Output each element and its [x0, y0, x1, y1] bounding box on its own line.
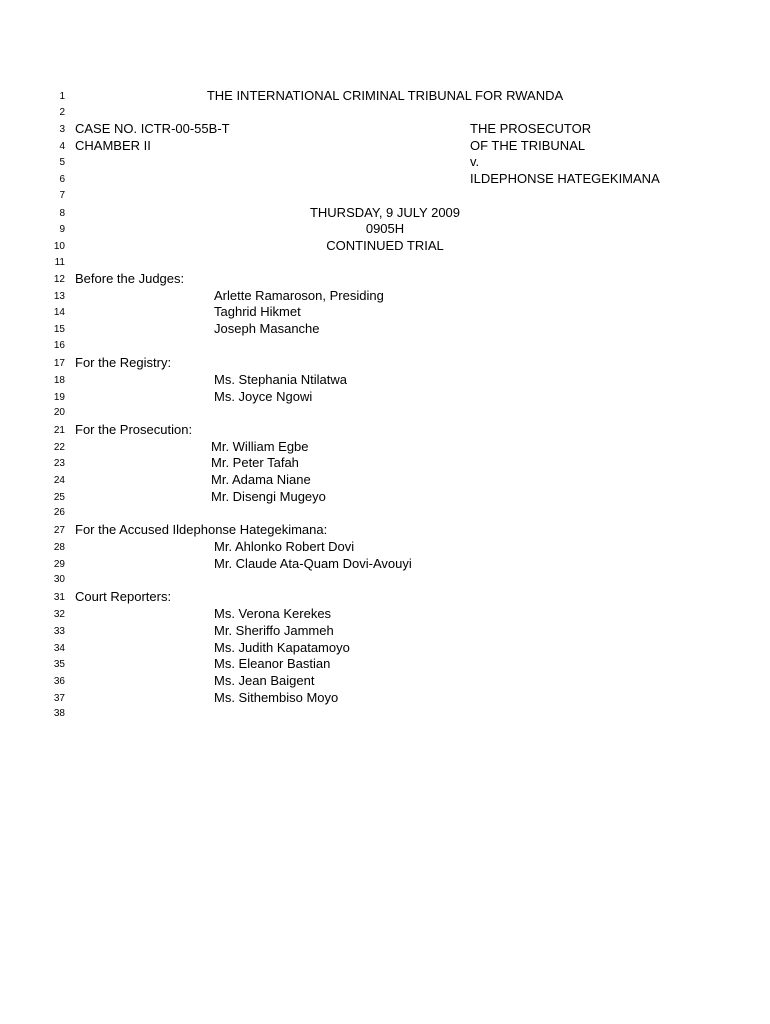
line-number: 8 [59, 208, 65, 219]
versus: v. [470, 154, 480, 169]
line-number: 16 [53, 340, 65, 351]
prosecution-name: Mr. Adama Niane [211, 472, 311, 487]
line-number: 4 [59, 141, 65, 152]
transcript-line [0, 588, 770, 605]
transcript-line [0, 253, 770, 270]
transcript-line [0, 622, 770, 639]
party-prosecutor-cont: OF THE TRIBUNAL [470, 138, 586, 153]
line-number: 10 [53, 241, 65, 252]
chamber: CHAMBER II [75, 138, 151, 153]
transcript-line [0, 153, 770, 170]
party-accused: ILDEPHONSE HATEGEKIMANA [470, 171, 660, 186]
line-number: 22 [53, 442, 65, 453]
line-number: 14 [53, 307, 65, 318]
transcript-line [0, 303, 770, 320]
transcript-line [0, 471, 770, 488]
line-number: 35 [53, 659, 65, 670]
line-number: 3 [59, 124, 65, 135]
transcript-line [0, 521, 770, 538]
line-number: 21 [53, 425, 65, 436]
line-number: 13 [53, 291, 65, 302]
session-type: CONTINUED TRIAL [326, 238, 444, 253]
line-number: 36 [53, 676, 65, 687]
transcript-line [0, 672, 770, 689]
transcript-line [0, 120, 770, 137]
line-number: 6 [59, 174, 65, 185]
line-number: 24 [53, 475, 65, 486]
line-number: 12 [53, 274, 65, 285]
judge-name: Taghrid Hikmet [214, 304, 301, 319]
transcript-line [0, 354, 770, 371]
transcript-line [0, 421, 770, 438]
transcript-line [0, 371, 770, 388]
prosecution-name: Mr. William Egbe [211, 439, 309, 454]
defence-heading: For the Accused Ildephonse Hategekimana: [75, 522, 328, 537]
line-number: 25 [53, 492, 65, 503]
line-number: 20 [53, 407, 65, 418]
line-number: 23 [53, 458, 65, 469]
transcript-line [0, 204, 770, 221]
transcript-line [0, 403, 770, 420]
line-number: 27 [53, 525, 65, 536]
transcript-line [0, 287, 770, 304]
transcript-line [0, 170, 770, 187]
registry-name: Ms. Joyce Ngowi [214, 389, 313, 404]
transcript-line [0, 270, 770, 287]
line-number: 37 [53, 693, 65, 704]
judges-heading: Before the Judges: [75, 271, 185, 286]
judge-name: Arlette Ramaroson, Presiding [214, 288, 384, 303]
transcript-line [0, 87, 770, 104]
transcript-line [0, 186, 770, 203]
reporter-name: Mr. Sheriffo Jammeh [214, 623, 334, 638]
prosecution-name: Mr. Peter Tafah [211, 455, 299, 470]
line-number: 29 [53, 559, 65, 570]
line-number: 17 [53, 358, 65, 369]
prosecution-heading: For the Prosecution: [75, 422, 193, 437]
line-number: 28 [53, 542, 65, 553]
transcript-line [0, 503, 770, 520]
line-number: 7 [59, 190, 65, 201]
line-number: 11 [54, 257, 65, 268]
reporter-name: Ms. Sithembiso Moyo [214, 690, 339, 705]
case-number: CASE NO. ICTR-00-55B-T [75, 121, 230, 136]
registry-heading: For the Registry: [75, 355, 172, 370]
transcript-line [0, 538, 770, 555]
reporter-name: Ms. Eleanor Bastian [214, 656, 331, 671]
transcript-line [0, 103, 770, 120]
session-date: THURSDAY, 9 JULY 2009 [309, 205, 461, 220]
judge-name: Joseph Masanche [214, 321, 320, 336]
line-number: 33 [53, 626, 65, 637]
line-number: 9 [59, 224, 65, 235]
reporters-heading: Court Reporters: [75, 589, 172, 604]
defence-name: Mr. Claude Ata-Quam Dovi-Avouyi [214, 556, 412, 571]
transcript-line [0, 320, 770, 337]
reporter-name: Ms. Verona Kerekes [214, 606, 332, 621]
line-number: 18 [53, 375, 65, 386]
transcript-line [0, 336, 770, 353]
prosecution-name: Mr. Disengi Mugeyo [211, 489, 326, 504]
registry-name: Ms. Stephania Ntilatwa [214, 372, 347, 387]
party-prosecutor: THE PROSECUTOR [470, 121, 592, 136]
transcript-line [0, 137, 770, 154]
transcript-line [0, 570, 770, 587]
defence-name: Mr. Ahlonko Robert Dovi [214, 539, 355, 554]
line-number: 5 [59, 157, 65, 168]
line-number: 31 [53, 592, 65, 603]
line-number: 26 [53, 507, 65, 518]
tribunal-title: THE INTERNATIONAL CRIMINAL TRIBUNAL FOR RWANDA [206, 88, 564, 103]
transcript-line [0, 237, 770, 254]
line-number: 1 [59, 91, 65, 102]
transcript-line [0, 220, 770, 237]
session-time: 0905H [365, 221, 405, 236]
line-number: 15 [53, 324, 65, 335]
transcript-line [0, 605, 770, 622]
reporter-name: Ms. Judith Kapatamoyo [214, 640, 350, 655]
transcript-line [0, 454, 770, 471]
reporter-name: Ms. Jean Baigent [214, 673, 315, 688]
transcript-line [0, 704, 770, 721]
line-number: 32 [53, 609, 65, 620]
line-number: 2 [59, 107, 65, 118]
transcript-line [0, 655, 770, 672]
line-number: 34 [53, 643, 65, 654]
line-number: 19 [53, 392, 65, 403]
transcript-line [0, 438, 770, 455]
line-number: 38 [53, 708, 65, 719]
transcript-line [0, 639, 770, 656]
line-number: 30 [53, 574, 65, 585]
